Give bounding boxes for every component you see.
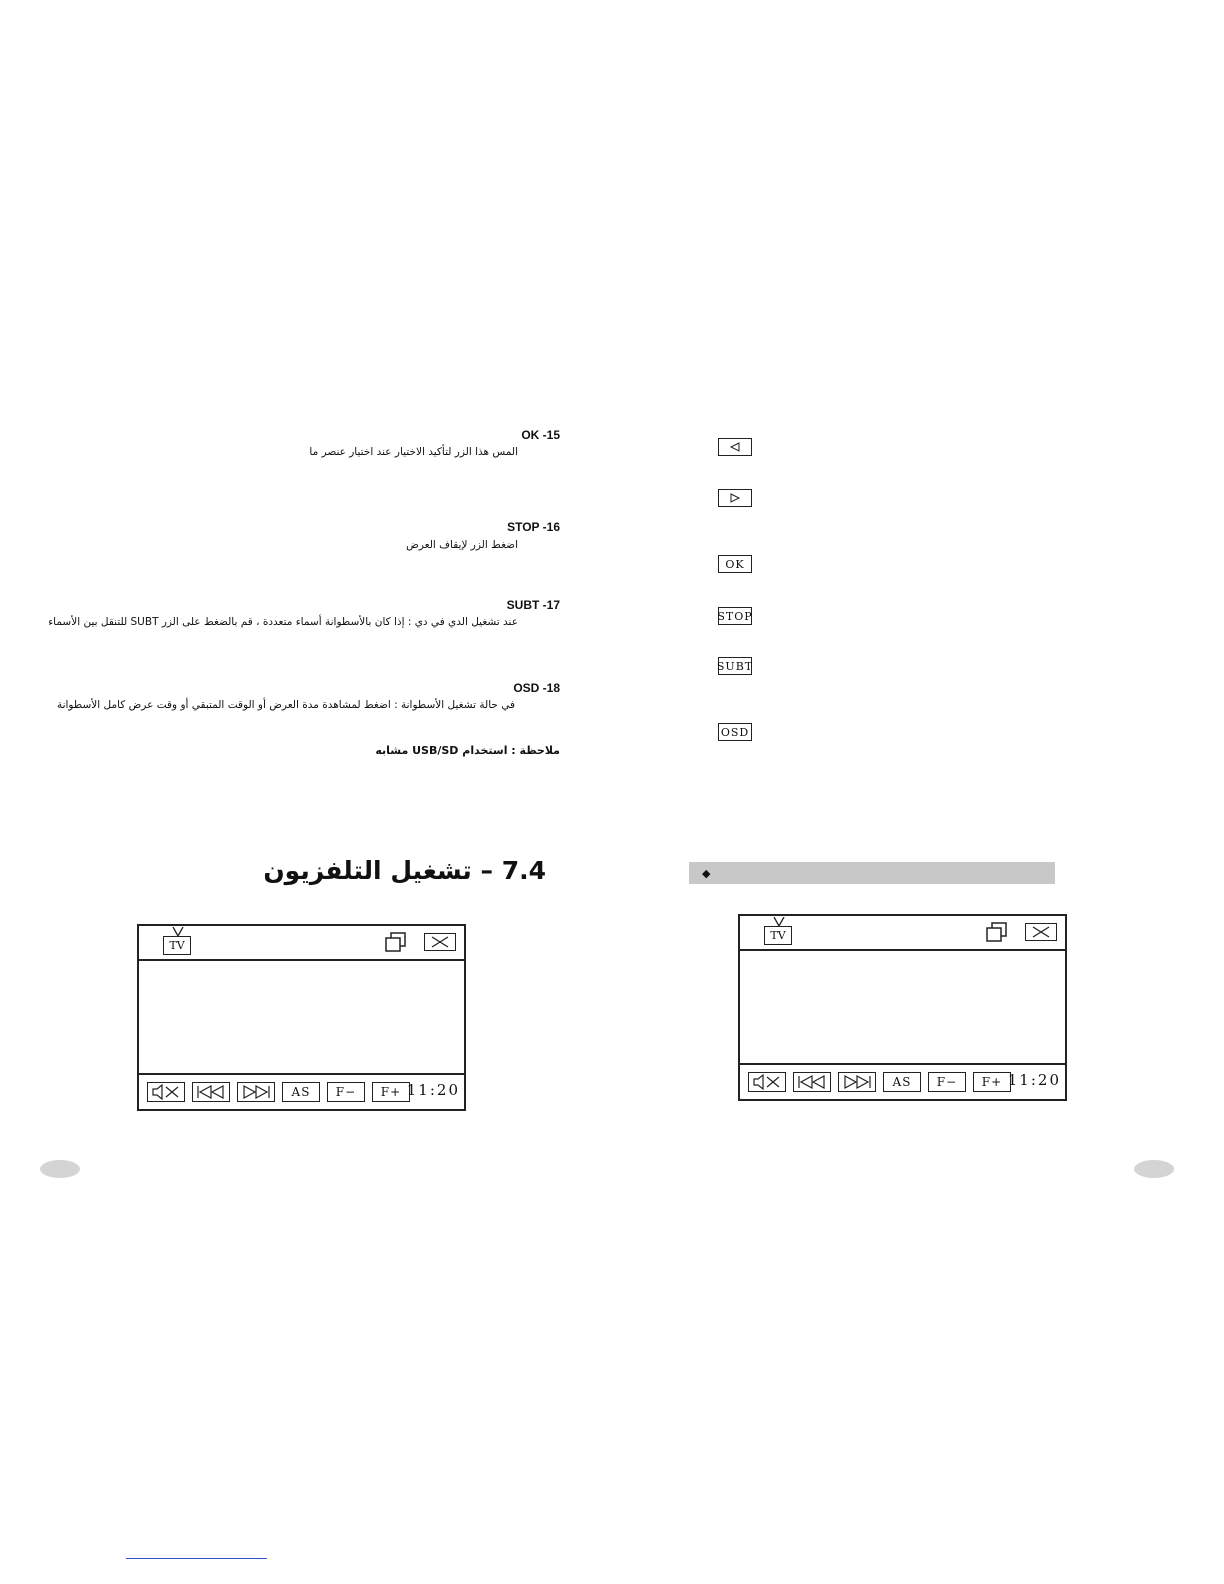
section-header-bar bbox=[689, 862, 1055, 884]
next-icon bbox=[841, 1075, 873, 1089]
item-subt-heading: SUBT -17 bbox=[506, 598, 560, 612]
usb-sd-note: ملاحظة : استخدام USB/SD مشابه bbox=[375, 744, 560, 757]
item-stop-text: اضغط الزر لإيقاف العرض bbox=[406, 539, 518, 551]
as-button[interactable]: AS bbox=[883, 1072, 921, 1092]
mute-button[interactable] bbox=[748, 1072, 786, 1092]
f-plus-button[interactable]: F+ bbox=[372, 1082, 410, 1102]
page-number-oval bbox=[40, 1160, 80, 1178]
previous-icon bbox=[195, 1085, 227, 1099]
item-ok-text: المس هذا الزر لتأكيد الاختيار عند اختيار عنصر ما bbox=[309, 446, 518, 458]
tv-window-controlbar bbox=[740, 1063, 1065, 1099]
next-button[interactable] bbox=[838, 1072, 876, 1092]
item-stop-heading: STOP -16 bbox=[507, 520, 560, 534]
as-button[interactable]: AS bbox=[282, 1082, 320, 1102]
f-plus-button[interactable]: F+ bbox=[973, 1072, 1011, 1092]
stop-key: STOP bbox=[718, 607, 752, 625]
tv-window-titlebar bbox=[139, 926, 464, 961]
next-icon bbox=[240, 1085, 272, 1099]
tv-window-titlebar bbox=[740, 916, 1065, 951]
clock-display: 11:20 bbox=[1007, 1071, 1061, 1089]
section-title: 7.4 – تشغيل التلفزيون bbox=[263, 856, 546, 885]
osd-key: OSD bbox=[718, 723, 752, 741]
restore-window-icon[interactable] bbox=[385, 932, 407, 952]
tv-window-controlbar bbox=[139, 1073, 464, 1109]
close-window-button[interactable] bbox=[424, 933, 456, 951]
left-arrow-key bbox=[718, 438, 752, 456]
restore-window-icon[interactable] bbox=[986, 922, 1008, 942]
mute-icon bbox=[150, 1084, 182, 1100]
tv-logo-label: TV bbox=[163, 936, 191, 955]
link-underline bbox=[126, 1558, 267, 1559]
close-icon bbox=[1031, 926, 1051, 938]
tv-logo-icon bbox=[764, 917, 794, 947]
left-triangle-icon bbox=[729, 442, 741, 452]
right-triangle-icon bbox=[729, 493, 741, 503]
previous-icon bbox=[796, 1075, 828, 1089]
previous-button[interactable] bbox=[192, 1082, 230, 1102]
close-window-button[interactable] bbox=[1025, 923, 1057, 941]
tv-logo-icon bbox=[163, 927, 193, 957]
previous-button[interactable] bbox=[793, 1072, 831, 1092]
tv-logo-label: TV bbox=[764, 926, 792, 945]
page-number-oval bbox=[1134, 1160, 1174, 1178]
ok-key: OK bbox=[718, 555, 752, 573]
item-osd-text: في حالة تشغيل الأسطوانة : اضغط لمشاهدة مدة العرض أو الوقت المتبقي أو وقت عرض كامل الأسطوانة bbox=[56, 699, 515, 711]
f-minus-button[interactable]: F− bbox=[327, 1082, 365, 1102]
tv-window-right bbox=[738, 914, 1067, 1101]
close-icon bbox=[430, 936, 450, 948]
clock-display: 11:20 bbox=[406, 1081, 460, 1099]
f-minus-button[interactable]: F− bbox=[928, 1072, 966, 1092]
item-subt-text: عند تشغيل الدي في دي : إذا كان بالأسطوانة أسماء متعددة ، قم بالضغط على الزر SUBT للتنقل بين الأسماء bbox=[48, 616, 518, 628]
subt-key: SUBT bbox=[718, 657, 752, 675]
next-button[interactable] bbox=[237, 1082, 275, 1102]
mute-icon bbox=[751, 1074, 783, 1090]
diamond-bullet-icon: ◆ bbox=[702, 867, 711, 880]
item-ok-heading: OK -15 bbox=[521, 428, 560, 442]
right-arrow-key bbox=[718, 489, 752, 507]
item-osd-heading: OSD -18 bbox=[513, 681, 560, 695]
mute-button[interactable] bbox=[147, 1082, 185, 1102]
tv-window-left bbox=[137, 924, 466, 1111]
